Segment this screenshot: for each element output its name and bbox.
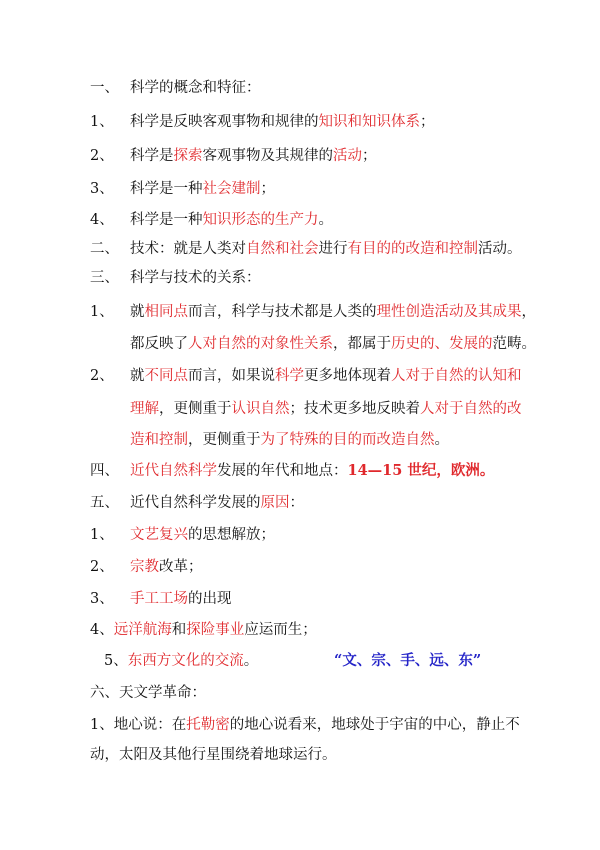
item-3-1-line-2 [130, 334, 536, 354]
section-3-heading [90, 268, 261, 288]
item-1-3 [90, 179, 275, 199]
item-text: 的出现 [188, 591, 232, 607]
highlight-text: 有目的的改造和控制 [347, 241, 478, 257]
item-number: 2、 [90, 148, 114, 164]
item-text: ，更侧重于 [188, 432, 261, 448]
item-number: 1、 [90, 114, 114, 130]
item-text: 应运而生； [244, 622, 317, 638]
highlight-text: 自然和社会 [246, 241, 319, 257]
item-number: 2、 [90, 559, 114, 575]
highlight-text: 人对于自然的认知和 [391, 368, 522, 384]
item-1-4 [90, 210, 333, 230]
item-text: 发展的年代和地点： [217, 463, 348, 479]
highlight-text: 历史的、发展的 [391, 336, 493, 352]
highlight-text: 活动 [333, 148, 362, 164]
item-6-1-line-1 [90, 715, 520, 735]
item-text: 的地心说看来，地球处于宇宙的中心，静止不 [229, 717, 520, 733]
item-3-1-line-1 [90, 302, 536, 322]
highlight-text: 认识自然 [231, 401, 290, 417]
section-number: 三、 [90, 270, 119, 286]
highlight-text: 宗教 [130, 559, 159, 575]
item-number: 1、 [90, 717, 114, 733]
item-5-1 [90, 525, 275, 545]
item-3-2-line-1 [90, 366, 522, 386]
item-text: 范畴。 [492, 336, 536, 352]
item-text: 客观事物及其规律的 [202, 148, 333, 164]
item-number: 1、 [90, 304, 114, 320]
item-number: 3、 [90, 591, 114, 607]
punctuation: 。 [434, 432, 449, 448]
item-text: 和 [171, 622, 187, 638]
highlight-text: 人对自然的对象性关系 [188, 336, 333, 352]
item-text: 就 [130, 368, 145, 384]
item-5-3 [90, 589, 232, 609]
highlight-text: 科学 [275, 368, 304, 384]
item-number: 4、 [90, 212, 114, 228]
highlight-text: 为了特殊的目的而改造自然 [260, 432, 435, 448]
highlight-text: 东西方文化的交流 [127, 653, 244, 669]
highlight-text: 文艺复兴 [130, 527, 188, 543]
item-1-1 [90, 112, 435, 132]
item-text: ，更侧重于 [159, 401, 232, 417]
item-number: 1、 [90, 527, 114, 543]
item-text: 科学是反映客观事物和规律的 [130, 114, 319, 130]
section-number: 一、 [90, 80, 119, 96]
item-5-4 [90, 620, 317, 640]
section-number: 四、 [90, 463, 119, 479]
section-4-heading [90, 461, 494, 481]
item-text: 科学是 [130, 148, 174, 164]
punctuation: 。 [243, 653, 259, 669]
punctuation: 。 [318, 212, 333, 228]
item-text: 科学是一种 [130, 181, 203, 197]
item-5-5 [104, 651, 258, 671]
punctuation: ； [260, 181, 275, 197]
item-text: 的思想解放； [188, 527, 275, 543]
highlight-text: 人对于自然的改 [420, 401, 522, 417]
highlight-text: 知识和知识体系 [318, 114, 420, 130]
item-text: 动，太阳及其他行星围绕着地球运行。 [90, 747, 337, 763]
item-5-2 [90, 557, 203, 577]
highlight-text: 理性创造活动及其成果 [376, 304, 522, 320]
punctuation: ： [289, 495, 304, 511]
item-number: 2、 [90, 368, 114, 384]
highlight-text: 原因 [260, 495, 290, 511]
section-number: 五、 [90, 495, 119, 511]
punctuation: ； [420, 114, 435, 130]
item-number: 4、 [90, 622, 114, 638]
item-text: 活动。 [478, 241, 522, 257]
section-1-heading [90, 78, 261, 98]
highlight-text: 托勒密 [186, 717, 230, 733]
item-text: 都反映了 [130, 336, 188, 352]
section-2-heading [90, 239, 522, 259]
section-5-heading [90, 493, 304, 513]
section-6-heading [90, 683, 206, 703]
section-number: 二、 [90, 241, 119, 257]
highlight-text: 14—15 世纪，欧洲。 [347, 462, 495, 479]
item-number: 3、 [90, 181, 114, 197]
item-text: 改革； [159, 559, 203, 575]
punctuation: ； [362, 148, 377, 164]
highlight-text: 探索 [173, 148, 203, 164]
highlight-text: 远洋航海 [113, 622, 172, 638]
item-text: 而言，如果说 [188, 368, 275, 384]
highlight-text: 知识形态的生产力 [202, 212, 319, 228]
section-title: 六、天文学革命： [90, 685, 206, 701]
item-text: 地心说：在 [113, 717, 187, 733]
highlight-text: 理解 [130, 401, 159, 417]
item-text: 技术：就是人类对 [130, 241, 246, 257]
item-number: 5、 [104, 653, 128, 669]
section-title: 科学与技术的关系： [130, 270, 261, 286]
item-text: 就 [130, 304, 145, 320]
item-text: 更多地体现着 [304, 368, 391, 384]
item-3-2-line-2 [130, 399, 522, 419]
item-3-2-line-3 [130, 430, 449, 450]
item-text: 进行 [318, 241, 348, 257]
item-1-2 [90, 146, 377, 166]
highlight-text: 探险事业 [186, 622, 245, 638]
item-text: ；技术更多地反映着 [289, 401, 420, 417]
item-6-1-line-2 [90, 745, 337, 765]
item-text: ，都属于 [333, 336, 391, 352]
item-text: 近代自然科学发展的 [130, 495, 261, 511]
item-text: 科学是一种 [130, 212, 203, 228]
highlight-text: 社会建制 [202, 181, 261, 197]
section-title: 科学的概念和特征： [130, 80, 261, 96]
highlight-text: 手工工场 [130, 591, 188, 607]
highlight-text: 造和控制 [130, 432, 188, 448]
punctuation: ， [521, 304, 536, 320]
item-text: 而言，科学与技术都是人类的 [188, 304, 377, 320]
mnemonic-text: “文、宗、手、远、东” [334, 652, 482, 669]
highlight-text: 近代自然科学 [130, 463, 217, 479]
highlight-text: 不同点 [144, 368, 188, 384]
highlight-text: 相同点 [144, 304, 188, 320]
